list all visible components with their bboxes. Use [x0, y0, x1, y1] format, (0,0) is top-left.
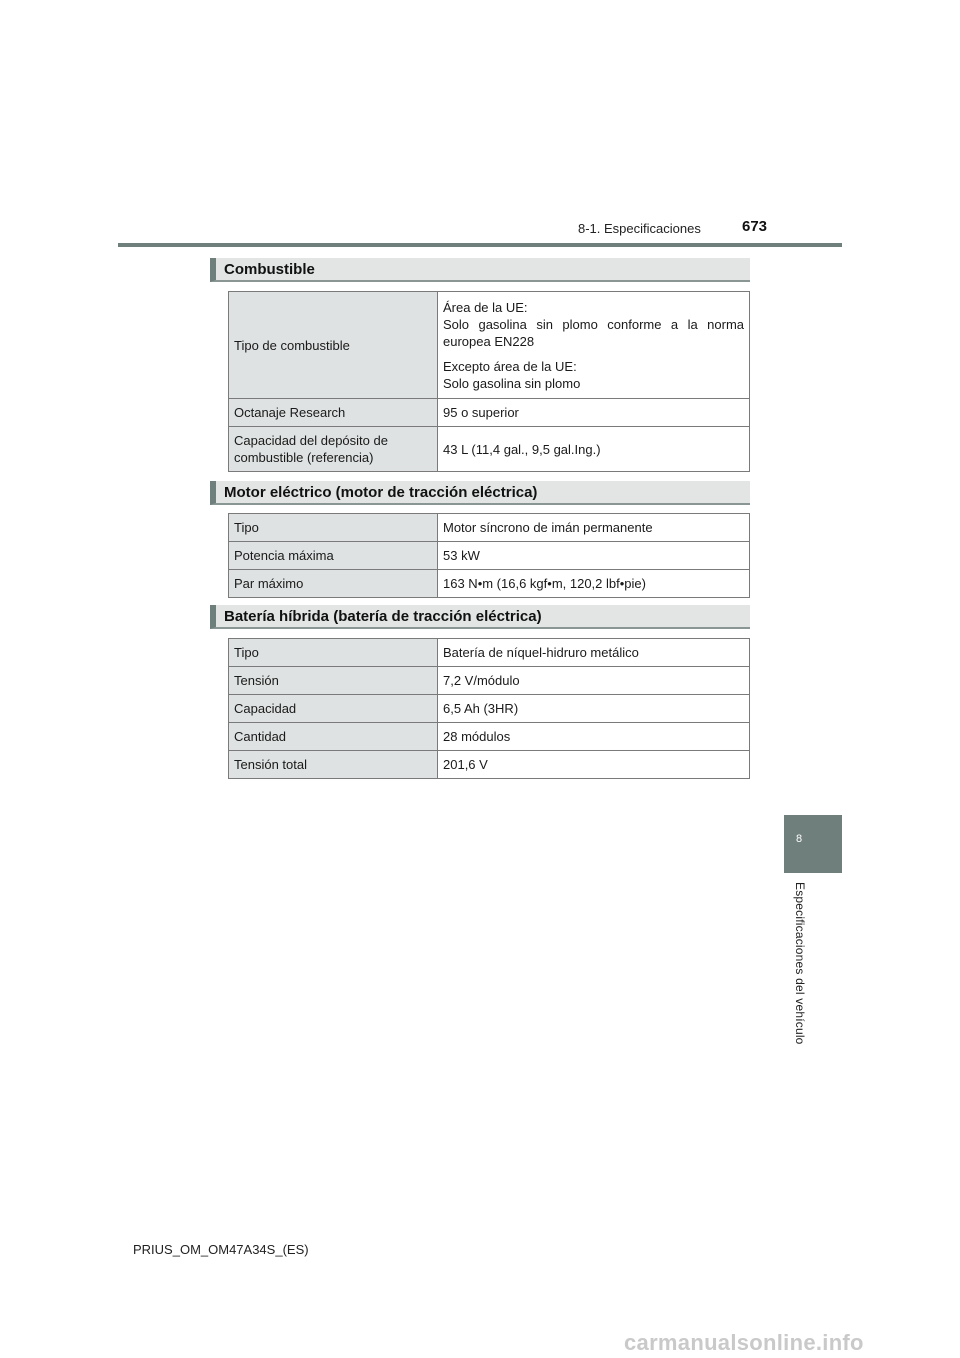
row-value: 28 módulos	[438, 723, 750, 751]
section-heading-electric-motor	[210, 481, 750, 505]
row-label: Par máximo	[229, 570, 438, 598]
table-row	[229, 292, 750, 399]
row-value	[438, 292, 750, 399]
section-title: Motor eléctrico (motor de tracción eléctrica)	[224, 484, 538, 501]
value-line: Excepto área de la UE:	[443, 358, 577, 374]
row-label: Cantidad	[229, 723, 438, 751]
page-header	[0, 0, 960, 250]
section-heading-fuel	[210, 258, 750, 282]
chapter-number: 8	[795, 833, 803, 845]
page-number: 673	[742, 218, 768, 235]
hybrid-battery-spec-table	[228, 638, 750, 779]
value-line: Área de la UE:	[443, 299, 528, 315]
row-value: 6,5 Ah (3HR)	[438, 695, 750, 723]
row-value: Batería de níquel-hidruro metálico	[438, 639, 750, 667]
row-label: Capacidad	[229, 695, 438, 723]
table-row	[229, 667, 750, 695]
chapter-tab	[784, 815, 842, 873]
header-divider	[118, 243, 842, 247]
row-label: Tipo de combustible	[229, 292, 438, 399]
row-value: 201,6 V	[438, 751, 750, 779]
row-label: Tensión total	[229, 751, 438, 779]
row-label: Capacidad del depósito de combustible (referencia)	[229, 427, 438, 472]
row-label: Potencia máxima	[229, 542, 438, 570]
row-label: Tipo	[229, 514, 438, 542]
row-value: 53 kW	[438, 542, 750, 570]
watermark: carmanualsonline.info	[624, 1330, 864, 1355]
row-value: 95 o superior	[438, 399, 750, 427]
chapter-title: Especificaciones del vehículo	[793, 882, 807, 1045]
table-row	[229, 542, 750, 570]
table-row	[229, 695, 750, 723]
value-line: Solo gasolina sin plomo	[443, 375, 581, 391]
table-row	[229, 427, 750, 472]
section-reference: 8-1. Especificaciones	[578, 221, 701, 236]
row-label: Octanaje Research	[229, 399, 438, 427]
fuel-spec-table	[228, 291, 750, 472]
row-value: 43 L (11,4 gal., 9,5 gal.Ing.)	[438, 427, 750, 472]
row-label: Tensión	[229, 667, 438, 695]
table-row	[229, 399, 750, 427]
value-line: Solo gasolina sin plomo conforme a la norma europea EN228	[443, 316, 744, 349]
table-row	[229, 514, 750, 542]
table-row	[229, 723, 750, 751]
table-row	[229, 639, 750, 667]
row-value: 163 N•m (16,6 kgf•m, 120,2 lbf•pie)	[438, 570, 750, 598]
section-title: Combustible	[224, 261, 315, 278]
section-title: Batería híbrida (batería de tracción eléctrica)	[224, 608, 542, 625]
table-row	[229, 751, 750, 779]
row-value: 7,2 V/módulo	[438, 667, 750, 695]
row-value: Motor síncrono de imán permanente	[438, 514, 750, 542]
table-row	[229, 570, 750, 598]
document-code: PRIUS_OM_OM47A34S_(ES)	[133, 1242, 309, 1257]
section-heading-hybrid-battery	[210, 605, 750, 629]
row-label: Tipo	[229, 639, 438, 667]
electric-motor-spec-table	[228, 513, 750, 598]
